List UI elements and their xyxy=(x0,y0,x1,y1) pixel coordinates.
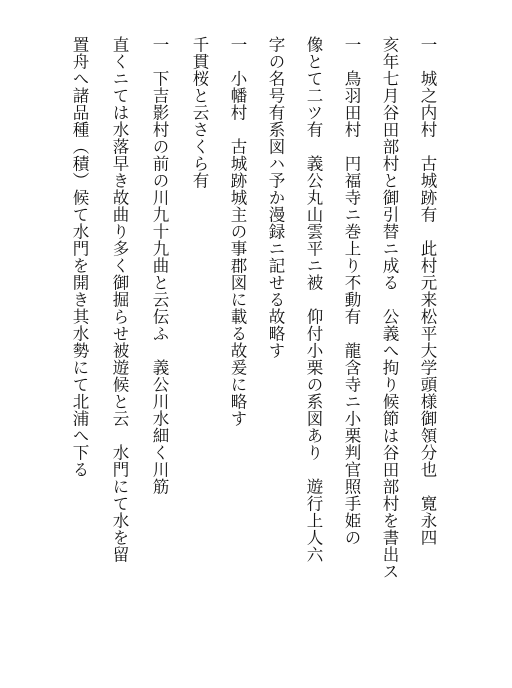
text-column-10: 置舟へ諸品種（積）候て水門を開き其水勢にて北浦へ下る xyxy=(70,36,89,478)
text-column-5: 字の名号有系図ハ予か漫録ニ記せる故略す xyxy=(266,36,285,359)
text-column-3: 一 鳥羽田村 円福寺ニ巻上り不動有 龍含寺ニ小栗判官照手姫の xyxy=(342,36,361,546)
text-column-1: 一 城之内村 古城跡有 此村元来松平大学頭様御領分也 寛永四 xyxy=(418,36,437,546)
text-column-8: 一 下吉影村の前の川九十九曲と云伝ふ 義公川水細く川筋 xyxy=(150,36,169,495)
text-column-4: 像とて二ツ有 義公丸山雲平ニ被 仰付小栗の系図あり 遊行上人六 xyxy=(304,36,323,563)
text-column-2: 亥年七月谷田部村と御引替ニ成る 公義へ拘り候節は谷田部村を書出ス xyxy=(380,36,399,580)
text-column-9: 直くニては水落早き故曲り多く御掘らせ被遊候と云 水門にて水を留 xyxy=(110,36,129,563)
text-column-7: 千貫桜と云さくら有 xyxy=(190,36,209,189)
text-column-6: 一 小幡村 古城跡城主の事郡図に載る故爰に略す xyxy=(228,36,247,427)
